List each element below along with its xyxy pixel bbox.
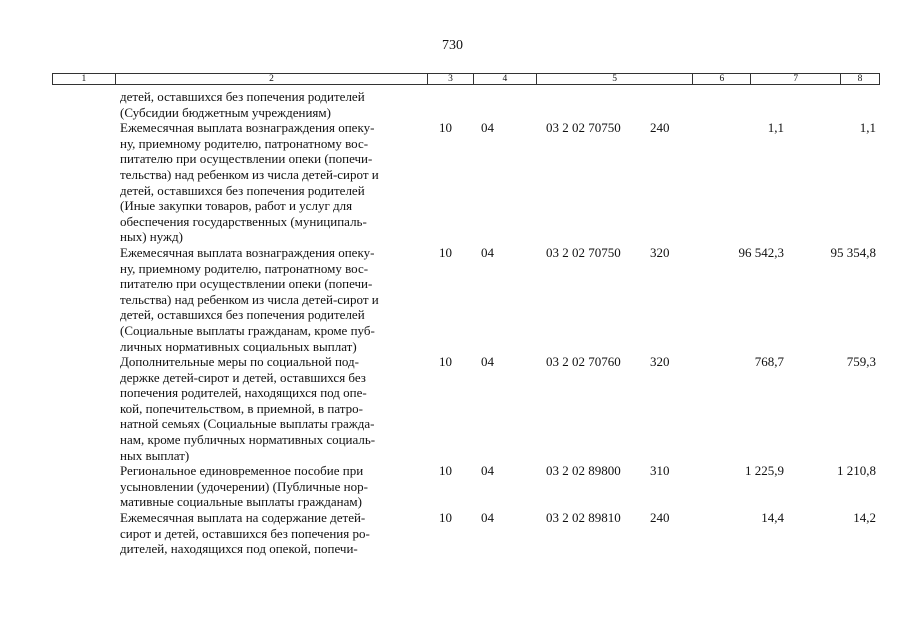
header-col-1: 1 [53, 74, 116, 84]
row-description [120, 89, 430, 120]
amount-year-2: 14,2 [853, 510, 876, 526]
section-code: 10 [439, 354, 452, 370]
description-line: ных выплат) [120, 447, 190, 463]
subsection-code: 04 [481, 354, 494, 370]
description-line: кой, попечительством, в приемной, в патро- [120, 400, 363, 416]
description-line: ну, приемному родителю, патронатному вос- [120, 260, 369, 276]
description-line: питателю при осуществлении опеки (попечи- [120, 276, 373, 292]
description-line: Дополнительные меры по социальной под- [120, 354, 359, 370]
section-code: 10 [439, 463, 452, 479]
table-row [0, 510, 905, 557]
description-line: детей, оставшихся без попечения родителей [120, 89, 365, 104]
amount-year-2: 1 210,8 [837, 463, 876, 479]
expense-type-code: 320 [650, 244, 670, 260]
target-article-code: 03 2 02 89800 [546, 463, 621, 479]
subsection-code: 04 [481, 510, 494, 526]
description-line: обеспечения государственных (муниципаль- [120, 213, 367, 229]
amount-year-2: 1,1 [859, 120, 876, 136]
description-line: питателю при осуществлении опеки (попечи- [120, 151, 373, 167]
row-description [120, 510, 430, 557]
amount-year-1: 96 542,3 [738, 244, 784, 260]
description-line: Региональное единовременное пособие при [120, 463, 364, 479]
table-row [0, 245, 905, 354]
target-article-code: 03 2 02 70750 [546, 244, 621, 260]
description-line: Ежемесячная выплата вознаграждения опеку- [120, 120, 375, 136]
table-header-row [52, 73, 880, 85]
description-line: личных нормативных социальных выплат) [120, 338, 357, 354]
description-line: дителей, находящихся под опекой, попечи- [120, 541, 358, 557]
section-code: 10 [439, 244, 452, 260]
expense-type-code: 320 [650, 354, 670, 370]
subsection-code: 04 [481, 463, 494, 479]
amount-year-2: 95 354,8 [830, 244, 876, 260]
amount-year-1: 1 225,9 [745, 463, 784, 479]
description-line: (Субсидии бюджетным учреждениям) [120, 104, 331, 120]
description-line: Ежемесячная выплата на содержание детей- [120, 510, 366, 526]
description-line: (Социальные выплаты гражданам, кроме пуб- [120, 322, 375, 338]
description-line: держке детей-сирот и детей, оставшихся без [120, 369, 366, 385]
row-description [120, 120, 430, 245]
description-line: Ежемесячная выплата вознаграждения опеку- [120, 244, 375, 260]
target-article-code: 03 2 02 89810 [546, 510, 621, 526]
subsection-code: 04 [481, 244, 494, 260]
target-article-code: 03 2 02 70760 [546, 354, 621, 370]
expense-type-code: 310 [650, 463, 670, 479]
row-description [120, 245, 430, 354]
amount-year-1: 1,1 [767, 120, 784, 136]
amount-year-1: 768,7 [754, 354, 784, 370]
table-row [0, 89, 905, 120]
description-line: усыновлении (удочерении) (Публичные нор- [120, 478, 368, 494]
expense-type-code: 240 [650, 120, 670, 136]
description-line: тельства) над ребенком из числа детей-сирот и [120, 166, 379, 182]
table-body [0, 89, 905, 557]
section-code: 10 [439, 120, 452, 136]
page-number: 730 [442, 38, 463, 53]
description-line: тельства) над ребенком из числа детей-сирот и [120, 291, 379, 307]
description-line: детей, оставшихся без попечения родителей [120, 307, 365, 323]
header-col-4: 4 [474, 74, 537, 84]
description-line: сирот и детей, оставшихся без попечения ро- [120, 525, 370, 541]
row-description [120, 463, 430, 510]
header-col-8: 8 [857, 74, 863, 84]
row-description [120, 354, 430, 463]
header-col-5: 5 [537, 74, 694, 84]
description-line: натной семьях (Социальные выплаты гражда- [120, 416, 375, 432]
subsection-code: 04 [481, 120, 494, 136]
description-line: ну, приемному родителю, патронатному вос- [120, 135, 369, 151]
target-article-code: 03 2 02 70750 [546, 120, 621, 136]
description-line: (Иные закупки товаров, работ и услуг для [120, 198, 353, 214]
section-code: 10 [439, 510, 452, 526]
expense-type-code: 240 [650, 510, 670, 526]
description-line: попечения родителей, находящихся под опе- [120, 385, 367, 401]
header-col-7: 7 [751, 74, 841, 84]
table-row [0, 354, 905, 463]
description-line: детей, оставшихся без попечения родителей [120, 182, 365, 198]
table-row [0, 120, 905, 245]
table-row [0, 463, 905, 510]
header-col-2: 2 [116, 74, 428, 84]
amount-year-1: 14,4 [761, 510, 784, 526]
header-col-3: 3 [428, 74, 474, 84]
header-col-6: 6 [693, 74, 751, 84]
description-line: нам, кроме публичных нормативных социаль- [120, 432, 376, 448]
amount-year-2: 759,3 [846, 354, 876, 370]
description-line: ных) нужд) [120, 229, 183, 245]
description-line: мативные социальные выплаты гражданам) [120, 494, 362, 510]
